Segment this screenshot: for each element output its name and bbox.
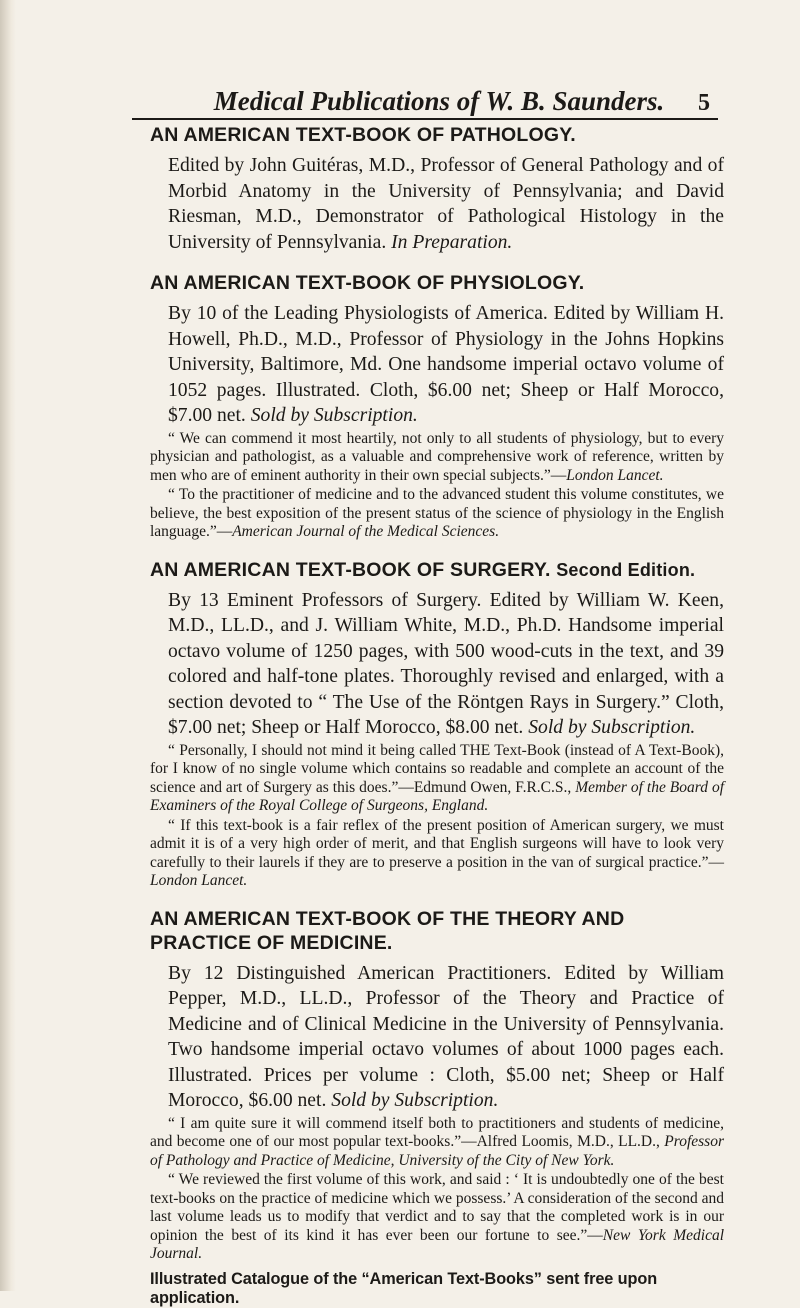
description-text: By 10 of the Leading Physiologists of America. Edited by William H. Howell, Ph.D., M.D., Professor of Physiology in the Johns Hopkins University, Baltimore, Md. One handsome imperial octavo volume of 1052 pages. Illustrated. Cloth, $6.00 net; Sheep or Half Morocco, $7.00 net.	[168, 303, 724, 426]
entry-pathology	[150, 123, 724, 255]
running-head	[140, 86, 710, 117]
running-head-title: Medical Publications of W. B. Saunders.	[213, 86, 665, 116]
entry-heading: AN AMERICAN TEXT-BOOK OF THE THEORY AND PRACTICE OF MEDICINE.	[150, 907, 625, 954]
entry-status: Sold by Subscription.	[331, 1090, 499, 1111]
entry-status: In Preparation.	[391, 231, 513, 253]
entry-status: Sold by Subscription.	[528, 717, 696, 738]
header-rule	[132, 118, 718, 120]
quote-text: “ We reviewed the first volume of this work, and said : ‘ It is undoubtedly one of the best text-books on the practice of medicine which we possess.’ A consideration of the second and last volume leads us to modify that verdict and to say that the completed work is in our opinion the best of its kind it has ever been our fortune to see.”—	[150, 1171, 724, 1244]
page-binding-shadow	[0, 0, 16, 1291]
review-quote	[150, 1115, 724, 1171]
entry-surgery	[150, 558, 724, 891]
review-quote	[150, 1171, 724, 1264]
quote-source: London Lancet.	[566, 466, 664, 484]
spacer	[150, 542, 724, 558]
description-text: By 13 Eminent Professors of Surgery. Edited by William W. Keen, M.D., LL.D., and J. William White, M.D., Ph.D. Handsome imperial octavo volume of 1250 pages, with 500 wood-cuts in the text, and 39 colored and half-tone plates. Thoroughly revised and enlarged, with a section devoted to “ The Use of the Röntgen Rays in Surgery.” Cloth, $7.00 net; Sheep or Half Morocco, $8.00 net.	[168, 589, 724, 738]
quote-source: Member of the Board of Examiners of the Royal College of Surgeons, England.	[150, 778, 725, 814]
page-content	[150, 123, 724, 1308]
entry-description	[168, 961, 724, 1114]
quote-text: “ We can commend it most heartily, not only to all students of physiology, but to every physician and pathologist, as a valuable and comprehensive work of reference, written by men who are of eminent authority in their own special subjects.”—	[150, 429, 724, 484]
entry-heading	[150, 558, 724, 582]
entry-status: Sold by Subscription.	[250, 405, 418, 426]
page-number: 5	[698, 90, 710, 116]
quote-source: New York Medical Journal.	[150, 1226, 725, 1262]
review-quote	[150, 430, 724, 486]
catalogue-notice: Illustrated Catalogue of the “American Text-Books” sent free upon application.	[150, 1269, 658, 1307]
entry-physiology	[150, 271, 724, 542]
entry-medicine	[150, 907, 724, 1264]
review-quote	[150, 742, 724, 816]
entry-heading: AN AMERICAN TEXT-BOOK OF PATHOLOGY.	[150, 124, 576, 146]
quote-text: “ If this text-book is a fair reflex of the present position of American surgery, we must admit it is of a very high order of merit, and that English surgeons will have to look very carefully to their laurels if they are to preserve a position in the van of surgical practice.”—	[150, 816, 724, 871]
edition-label: Second Edition.	[556, 559, 696, 580]
quote-source: Professor of Pathology and Practice of Medicine, University of the City of New York.	[150, 1133, 724, 1169]
entry-description	[168, 153, 724, 255]
spacer	[150, 891, 724, 907]
review-quote	[150, 486, 724, 542]
quote-text: “ Personally, I should not mind it being called THE Text-Book (instead of A Text-Book), for I know of no single volume which contains so readable and complete an account of the science and art of Surgery as this does.”—Edmund Owen, F.R.C.S.,	[150, 741, 724, 796]
spacer	[150, 255, 724, 271]
quote-text: “ I am quite sure it will commend itself both to practitioners and students of medicine, and become one of our most popular text-books.”—Alfred Loomis, M.D., LL.D.,	[150, 1114, 724, 1150]
description-text: Edited by John Guitéras, M.D., Professor of General Pathology and of Morbid Anatomy in the University of Pennsylvania; and David Riesman, M.D., Demonstrator of Pathological Histology in the University of Pennsylvania.	[168, 155, 724, 253]
quote-source: London Lancet.	[150, 872, 248, 889]
entry-description	[168, 301, 724, 429]
heading-text: AN AMERICAN TEXT-BOOK OF SURGERY.	[150, 558, 551, 581]
quote-text: “ To the practitioner of medicine and to the advanced student this volume constitutes, we believe, the best exposition of the present status of the science of physiology in the English language.”—	[150, 486, 724, 540]
description-text: By 12 Distinguished American Practitioners. Edited by William Pepper, M.D., LL.D., Professor of the Theory and Practice of Medicine and of Clinical Medicine in the University of Pennsylvania. Two handsome imperial octavo volumes of about 1000 pages each. Illustrated. Prices per volume : Cloth, $5.00 net; Sheep or Half Morocco, $6.00 net.	[168, 962, 724, 1111]
quote-source: American Journal of the Medical Sciences.	[232, 523, 500, 540]
entry-heading: AN AMERICAN TEXT-BOOK OF PHYSIOLOGY.	[150, 272, 585, 294]
review-quote	[150, 817, 724, 891]
entry-description	[168, 588, 724, 741]
